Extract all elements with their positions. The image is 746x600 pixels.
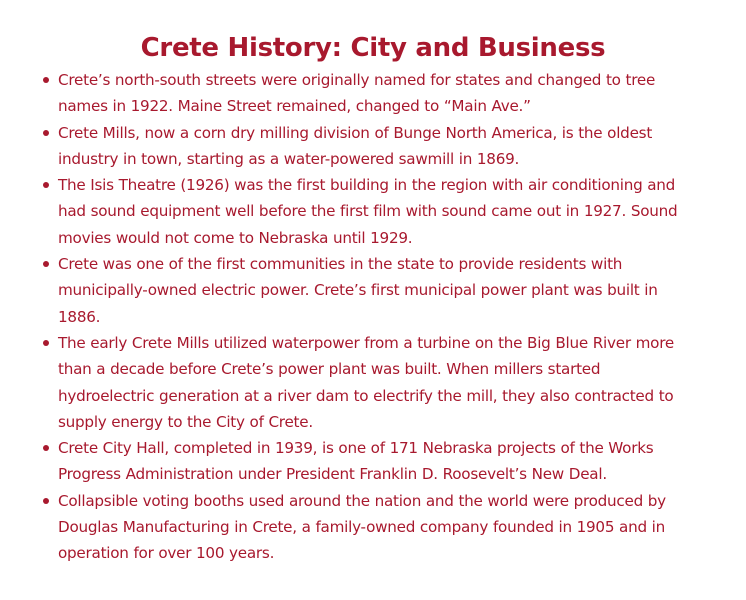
bullet-item [42, 435, 682, 488]
bullet-item [42, 67, 682, 120]
bullet-dot-icon [43, 261, 49, 267]
bullet-item [42, 120, 682, 173]
bullet-text: Crete was one of the first communities in the state to provide residents with municipally-owned electric power. Crete’s first municipal power plant was built in 1886. [58, 255, 658, 326]
bullet-item [42, 488, 682, 567]
bullet-dot-icon [43, 340, 49, 346]
bullet-text: Crete City Hall, completed in 1939, is one of 171 Nebraska projects of the Works Progress Administration under President Franklin D. Roosevelt’s New Deal. [58, 439, 654, 484]
bullet-dot-icon [43, 182, 49, 188]
bullet-dot-icon [43, 498, 49, 504]
bullet-dot-icon [43, 77, 49, 83]
bullet-item [42, 172, 682, 251]
bullet-list [42, 67, 682, 567]
bullet-item [42, 330, 682, 435]
bullet-text: Crete’s north-south streets were originally named for states and changed to tree names in 1922. Maine Street remained, changed to “Main Ave.” [58, 71, 656, 116]
page-title: Crete History: City and Business [140, 33, 606, 63]
bullet-dot-icon [43, 130, 49, 136]
bullet-text: Crete Mills, now a corn dry milling division of Bunge North America, is the oldest industry in town, starting as a water-powered sawmill in 1869. [58, 123, 653, 168]
bullet-item [42, 251, 682, 330]
bullet-text: Collapsible voting booths used around the nation and the world were produced by Douglas Manufacturing in Crete, a family-owned company founded in 1905 and in operation for over 100 years. [58, 491, 666, 563]
bullet-text: The early Crete Mills utilized waterpower from a turbine on the Big Blue River more than a decade before Crete’s power plant was built. When millers started hydroelectric generation at a river dam to electrify the mill, they also contracted to supply energy to the City of Crete. [58, 333, 674, 431]
bullet-text: The Isis Theatre (1926) was the first building in the region with air conditioning and had sound equipment well before the first film with sound came out in 1927. Sound movies would not come to Nebraska until 1929. [58, 176, 678, 247]
bullet-dot-icon [43, 445, 49, 451]
